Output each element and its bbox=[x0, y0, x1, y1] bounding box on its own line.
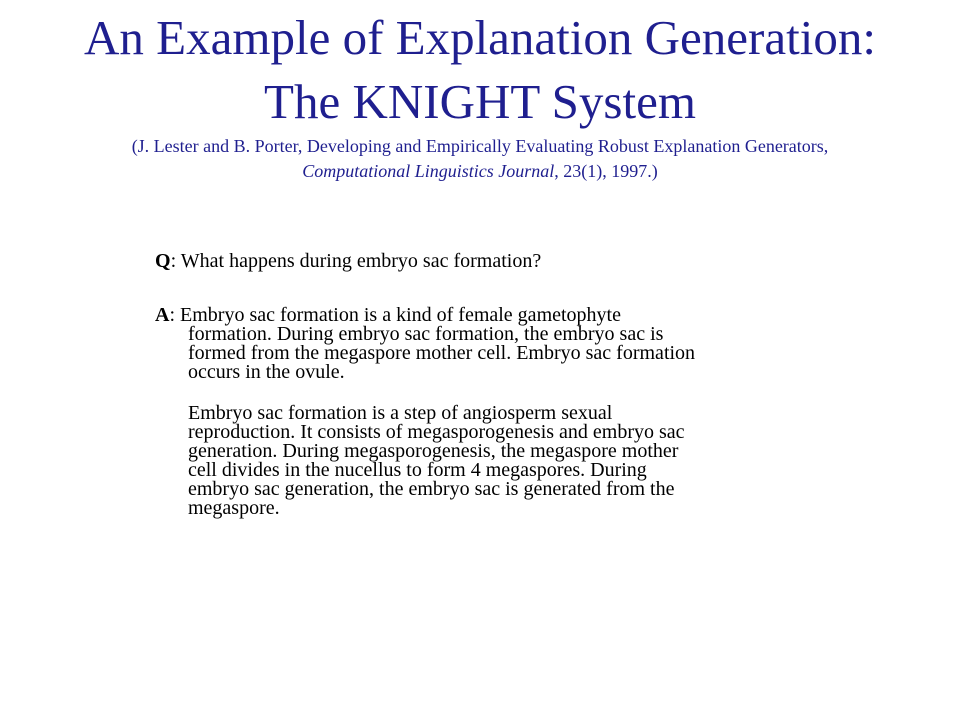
answer-label: A bbox=[155, 304, 170, 326]
answer-line: A: Embryo sac formation is a kind of female gametophyte bbox=[155, 304, 621, 326]
answer-line: Embryo sac formation is a step of angiosperm sexual bbox=[188, 402, 613, 424]
answer-line: reproduction. It consists of megasporogenesis and embryo sac bbox=[188, 421, 685, 443]
answer-line: generation. During megasporogenesis, the megaspore mother bbox=[188, 440, 679, 462]
answer-line: occurs in the ovule. bbox=[188, 361, 345, 383]
citation-journal: Computational Linguistics Journal bbox=[302, 161, 555, 181]
answer-line: megaspore. bbox=[188, 497, 280, 519]
answer-paragraph-1 bbox=[155, 306, 825, 382]
question-label: Q bbox=[155, 250, 171, 272]
answer-line: cell divides in the nucellus to form 4 megaspores. During bbox=[188, 459, 647, 481]
answer-line: embryo sac generation, the embryo sac is generated from the bbox=[188, 478, 675, 500]
answer-line: formation. During embryo sac formation, the embryo sac is bbox=[188, 323, 664, 345]
citation-rest: , 23(1), 1997.) bbox=[554, 161, 658, 181]
question bbox=[155, 252, 825, 271]
answer-line: formed from the megaspore mother cell. Embryo sac formation bbox=[188, 342, 696, 364]
citation-line-2 bbox=[0, 159, 960, 184]
citation-line-1: (J. Lester and B. Porter, Developing and Empirically Evaluating Robust Explanation Generators, bbox=[131, 136, 829, 156]
slide-title-line-2: The KNIGHT System bbox=[264, 74, 696, 129]
answer-paragraph-2 bbox=[155, 404, 858, 518]
question-text: : What happens during embryo sac formation? bbox=[170, 250, 542, 272]
slide-title-line-1: An Example of Explanation Generation: bbox=[84, 10, 876, 65]
